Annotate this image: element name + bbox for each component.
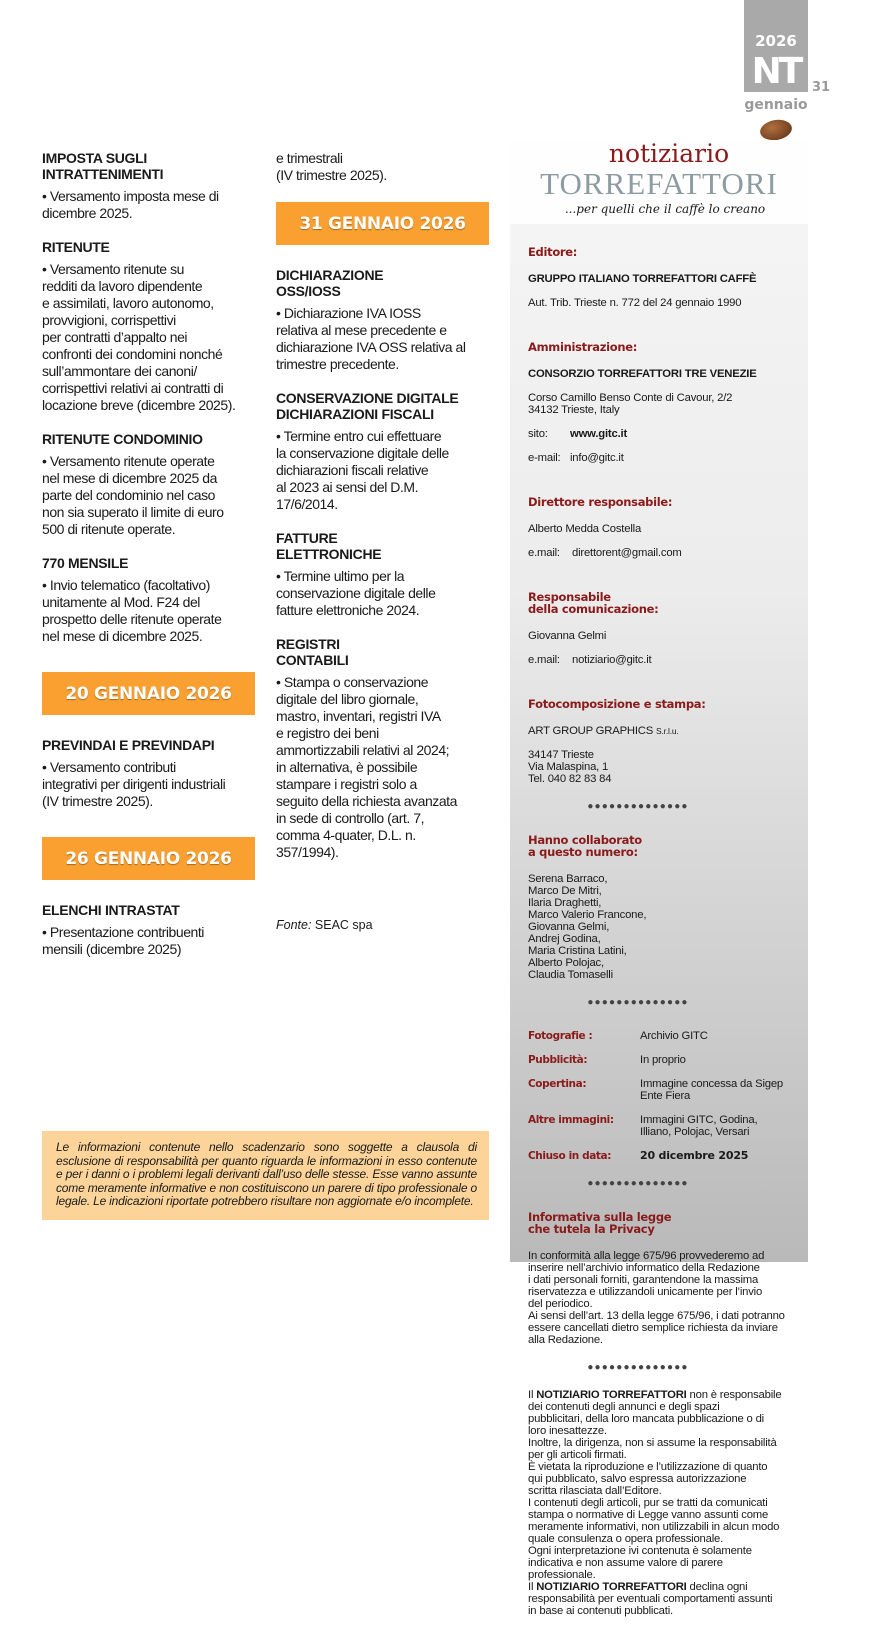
collaboratori-list: Serena Barraco, Marco De Mitri, Ilaria Draghetti, Marco Valerio Francone, Giovanna Gelmi, Andrej Godina, Maria Cristina Latini, Alberto Polojac, Claudia Tomaselli (528, 873, 647, 981)
legal-text: Il (528, 1581, 537, 1593)
legal-text: Il (528, 1389, 537, 1401)
credit-key: Chiuso in data: (528, 1150, 612, 1162)
legal-brand: NOTIZIARIO TORREFATTORI (536, 1581, 687, 1593)
disclaimer-text: Le informazioni contenute nello scadenzario sono soggette a clausola di esclusione di responsabilità per quanto riguarda le informazioni in esso contenute e per i danni o i problemi legali derivanti dall’uso delle stesse. Esse vanno assunte come meramente informative e non costituiscono un parere di tipo professionale o legale. Le indicazioni riportate potrebbero risultare non aggiornate e/o incomplete. (56, 1140, 477, 1209)
credits-block (528, 1018, 806, 1174)
site-label: sito: (528, 428, 548, 440)
left-column (42, 150, 270, 975)
credit-value: Immagini GITC, Godina, Illiano, Polojac, Versari (640, 1114, 758, 1138)
email-label: e.mail: (528, 654, 560, 666)
comunicazione-block (528, 579, 806, 678)
credit-row (528, 1114, 806, 1138)
credit-key: Pubblicità: (528, 1054, 588, 1066)
date-banner-26: 26 GENNAIO 2026 (42, 837, 255, 880)
section-770 (42, 555, 270, 645)
stampa-address: 34147 Trieste Via Malaspina, 1 Tel. 040 82 83 84 (528, 749, 612, 785)
section-title: ELENCHI INTRASTAT (42, 902, 180, 918)
section-text: • Termine entro cui effettuare la conservazione digitale delle dichiarazioni fiscali relative al 2023 ai sensi del D.M. 17/6/2014. (276, 428, 449, 512)
section-registri (276, 636, 502, 861)
credit-row (528, 1054, 806, 1066)
section-text: • Dichiarazione IVA IOSS relativa al mese precedente e dichiarazione IVA OSS relativa al trimestre precedente. (276, 305, 466, 372)
separator: ●●●●●●●●●●●●●● (587, 1178, 689, 1189)
section-ritenute-condominio (42, 431, 270, 538)
direttore-label: Direttore responsabile: (528, 495, 673, 509)
section-text: • Versamento ritenute operate nel mese di dicembre 2025 da parte del condominio nel caso non sia superato il limite di euro 500 di ritenute operate. (42, 453, 224, 537)
masthead-tagline: ...per quelli che il caffè lo creano (564, 202, 766, 216)
section-text: • Versamento imposta mese di dicembre 2025. (42, 188, 219, 221)
section-ritenute (42, 239, 270, 414)
legal-text: non è responsabile dei contenuti degli annunci e degli spazi pubblicitari, della loro mancata pubblicazione o di loro inesattezze. Inoltre, la dirigenza, non si assume la responsabilità per gli articoli firmati. È vietata la riproduzione e l’utilizzazione di quanto qui pubblicato, salvo espressa autorizzazione scritta rilasciata dall’Editore. I contenuti degli articoli, pur se tratti da comunicati stampa o normative di Legge vanno assunti come meramente informativi, non utilizzabili in alcun modo quale consulenza o opera professionale. Ogni interpretazione ivi contenuta è solamente indicativa e non assume valore di parere professionale. (528, 1389, 782, 1581)
amministrazione-label: Amministrazione: (528, 340, 638, 354)
amministrazione-address: Corso Camillo Benso Conte di Cavour, 2/2 34132 Trieste, Italy (528, 392, 733, 416)
email-link[interactable]: info@gitc.it (570, 452, 624, 464)
section-text: e trimestrali (IV trimestre 2025). (276, 150, 387, 183)
section-text: • Termine ultimo per la conservazione digitale delle fatture elettroniche 2024. (276, 568, 436, 618)
colophon-column (528, 234, 806, 1625)
section-text: • Presentazione contribuenti mensili (dicembre 2025) (42, 924, 204, 957)
editore-text: Aut. Trib. Trieste n. 772 del 24 gennaio 1990 (528, 297, 742, 309)
issue-year: 2026 (755, 32, 797, 50)
email-label: e.mail: (528, 547, 560, 559)
date-banner-20: 20 GENNAIO 2026 (42, 672, 255, 715)
amministrazione-block (528, 329, 806, 476)
section-text: • Stampa o conservazione digitale del libro giornale, mastro, inventari, registri IVA e registro dei beni ammortizzabili relativi al 2024; in alternativa, è possibile stampare i registri solo a seguito della richiesta avanzata in sede di controllo (art. 7, comma 4-quater, D.L. n. 357/1994). (276, 674, 457, 860)
source-value: SEAC spa (314, 918, 373, 932)
editore-label: Editore: (528, 245, 578, 259)
section-title: FATTURE ELETTRONICHE (276, 530, 382, 562)
stampa-suffix: S.r.l.u. (656, 726, 679, 736)
site-link[interactable]: www.gitc.it (570, 428, 628, 440)
continuation-text (276, 150, 502, 184)
comunicazione-label: Responsabile della comunicazione: (528, 590, 659, 616)
comunicazione-name: Giovanna Gelmi (528, 630, 607, 642)
section-title: CONSERVAZIONE DIGITALE DICHIARAZIONI FISCALI (276, 390, 459, 422)
section-text: • Versamento contributi integrativi per dirigenti industriali (IV trimestre 2025). (42, 759, 226, 809)
section-conservazione (276, 390, 502, 513)
issue-month: gennaio (744, 97, 808, 113)
section-title: RITENUTE CONDOMINIO (42, 431, 203, 447)
credit-key: Copertina: (528, 1078, 587, 1090)
comunicazione-email[interactable]: notiziario@gitc.it (572, 654, 652, 666)
section-title: PREVINDAI E PREVINDAPI (42, 737, 215, 753)
credit-value: Immagine concessa da Sigep Ente Fiera (640, 1078, 783, 1102)
source-note (276, 918, 502, 933)
collaboratori-label: Hanno collaborato a questo numero: (528, 833, 642, 859)
direttore-block (528, 484, 806, 571)
editore-block (528, 234, 806, 321)
stampa-name: ART GROUP GRAPHICS (528, 725, 654, 737)
section-title: 770 MENSILE (42, 555, 129, 571)
amministrazione-name: CONSORZIO TORREFATTORI TRE VENEZIE (528, 368, 757, 380)
legal-brand: NOTIZIARIO TORREFATTORI (536, 1389, 687, 1401)
section-imposta (42, 150, 270, 222)
middle-column (276, 150, 502, 933)
section-text: • Versamento ritenute su redditi da lavoro dipendente e assimilati, lavoro autonomo, provvigioni, corrispettivi per contratti d’appalto nei confronti dei condomini nonché sull’ammontare dei canoni/ corrispettivi relativi ai contratti di locazione breve (dicembre 2025). (42, 261, 236, 413)
credit-key: Fotografie : (528, 1030, 593, 1042)
masthead-title: notiziario (608, 139, 730, 168)
section-previndai (42, 737, 270, 810)
legal-block (528, 1389, 806, 1617)
credit-row (528, 1150, 806, 1162)
credit-row (528, 1030, 806, 1042)
privacy-text: In conformità alla legge 675/96 provvederemo ad inserire nell’archivio informatico della Redazione i dati personali forniti, garantendone la massima riservatezza e utilizzandoli unicamente per l’invio del periodico. Ai sensi dell’art. 13 della legge 675/96, i dati potranno essere cancellati dietro semplice richiesta da inviare alla Redazione. (528, 1250, 785, 1346)
privacy-label: Informativa sulla legge che tutela la Privacy (528, 1210, 672, 1236)
credit-row (528, 1078, 806, 1102)
section-intrastat (42, 902, 270, 958)
section-text: • Invio telematico (facoltativo) unitamente al Mod. F24 del prospetto delle ritenute operate nel mese di dicembre 2025. (42, 577, 222, 644)
editore-name: GRUPPO ITALIANO TORREFATTORI CAFFÈ (528, 273, 757, 285)
source-label: Fonte: (276, 918, 312, 932)
credit-value: 20 dicembre 2025 (640, 1149, 749, 1162)
disclaimer-box (42, 1131, 489, 1220)
page-number: 31 (812, 80, 831, 95)
collaboratori-block (528, 822, 806, 993)
section-fatture (276, 530, 502, 619)
credit-value: Archivio GITC (640, 1030, 708, 1042)
stampa-label: Fotocomposizione e stampa: (528, 697, 706, 711)
direttore-email[interactable]: direttorent@gmail.com (572, 547, 682, 559)
section-title: REGISTRI CONTABILI (276, 636, 349, 668)
credit-key: Altre immagini: (528, 1114, 614, 1126)
legal-text: declina ogni responsabilità per eventuali comportamenti assunti in base ai contenuti pubblicati. (528, 1581, 773, 1617)
separator: ●●●●●●●●●●●●●● (587, 1362, 689, 1373)
date-banner-31: 31 GENNAIO 2026 (276, 202, 489, 245)
section-title: IMPOSTA SUGLI INTRATTENIMENTI (42, 150, 164, 182)
privacy-block (528, 1199, 806, 1358)
credit-value: In proprio (640, 1054, 686, 1066)
separator: ●●●●●●●●●●●●●● (587, 801, 689, 812)
direttore-name: Alberto Medda Costella (528, 523, 642, 535)
section-oss-ioss (276, 267, 502, 373)
email-label: e-mail: (528, 452, 561, 464)
masthead-subtitle: TORREFATTORI (540, 166, 778, 201)
section-title: RITENUTE (42, 239, 110, 255)
coffee-bean-icon (759, 117, 794, 142)
separator: ●●●●●●●●●●●●●● (587, 997, 689, 1008)
stampa-block (528, 686, 806, 797)
section-title: DICHIARAZIONE OSS/IOSS (276, 267, 384, 299)
issue-logo: NT (751, 51, 801, 92)
